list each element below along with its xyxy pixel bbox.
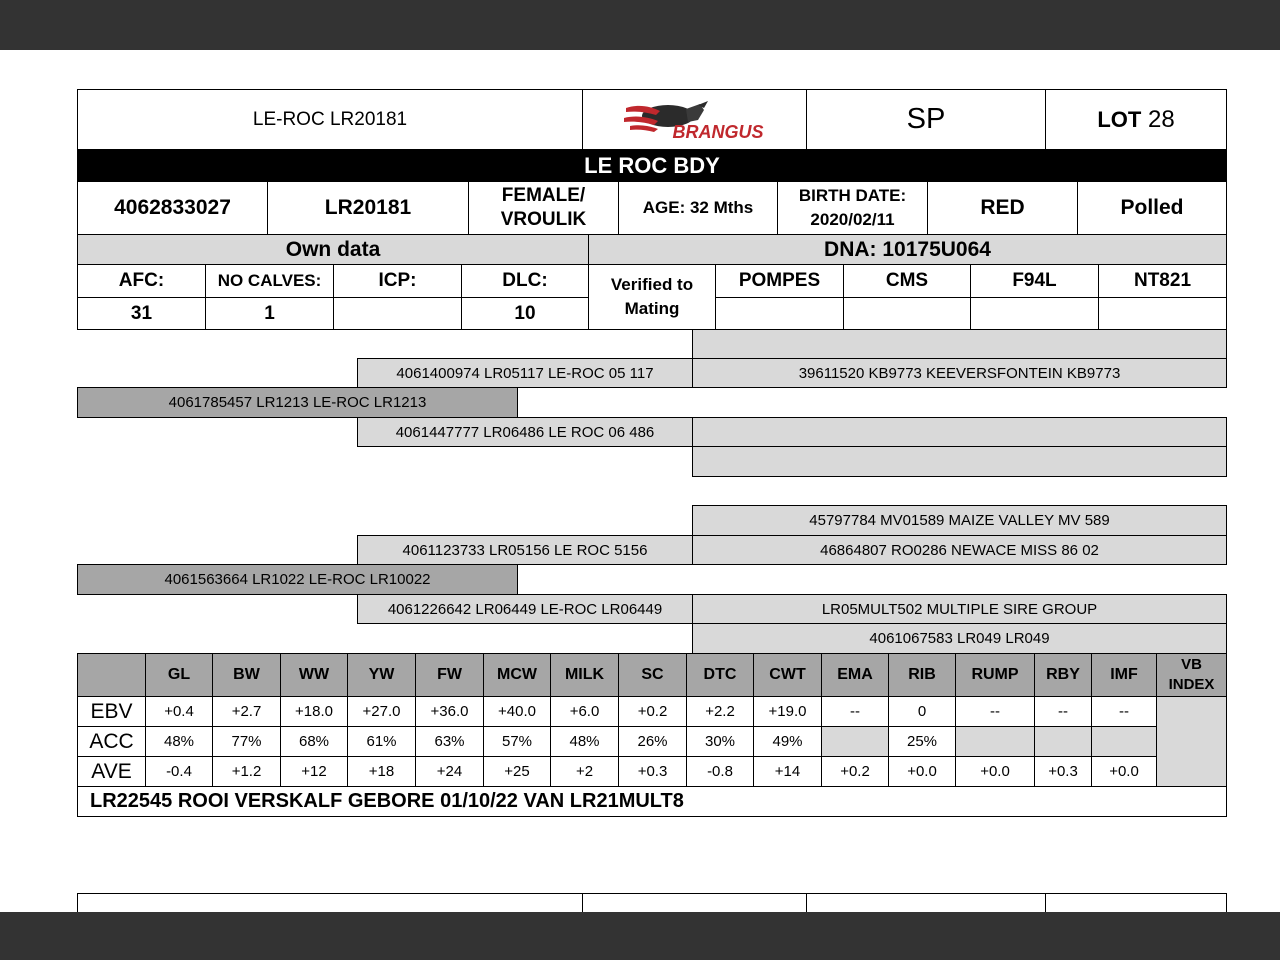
ebv-cell-acc-mcw [483, 726, 551, 757]
vb-index-index-label_2: INDEX [1168, 676, 1215, 693]
ebv-cell-ebv-mcw-text: +40.0 [498, 703, 536, 720]
pedigree-sire-sire-sire [692, 329, 1227, 359]
verified-to-mating-cell [588, 264, 716, 330]
ebv-row-label-ave [77, 756, 146, 787]
ebv-cell-acc-sc-text: 26% [637, 733, 668, 750]
no-calves-label-text: NO CALVES: [217, 271, 322, 290]
ebv-header-fw-text: FW [437, 666, 462, 683]
pedigree-dam-sire-dam [692, 535, 1227, 565]
ebv-cell-acc-rump [955, 726, 1035, 757]
afc-label [77, 264, 206, 298]
ebv-cell-acc-dtc [686, 726, 754, 757]
ebv-cell-ebv-gl-text: +0.4 [164, 703, 194, 720]
lot-cell [1045, 89, 1227, 150]
pedigree-sire [77, 387, 518, 418]
title-bar [77, 149, 1227, 182]
ebv-cell-acc-sc [618, 726, 687, 757]
afc-value: 31 [130, 302, 153, 324]
ebv-cell-acc-ww [280, 726, 348, 757]
pompes-label-text: POMPES [738, 270, 821, 291]
horn-status: Polled [1120, 196, 1184, 219]
ebv-header-milk [550, 653, 619, 697]
ssd-text: 39611520 KB9773 KEEVERSFONTEIN KB9773 [798, 364, 1121, 382]
animal-name: LE-ROC LR20181 [252, 108, 408, 130]
ebv-cell-ebv-imf [1091, 696, 1157, 727]
ebv-cell-ave-imf [1091, 756, 1157, 787]
next-page-logo-cell [582, 893, 807, 912]
vb-index-value [1156, 696, 1227, 787]
dlc-value: 10 [514, 302, 536, 324]
ebv-cell-acc-rib-text: 25% [906, 733, 938, 750]
ebv-cell-ebv-imf-text: -- [1119, 703, 1129, 720]
icp-value-cell [333, 297, 462, 330]
ebv-header-bw-text: BW [233, 666, 260, 683]
dlc-value-cell [461, 297, 589, 330]
f94l-value-cell [970, 297, 1099, 330]
ebv-cell-acc-cwt [753, 726, 822, 757]
vb-index-index-label_1: VB [1181, 656, 1202, 673]
pedigree-sire-sire [357, 358, 693, 388]
ebv-cell-ebv-ema [821, 696, 889, 727]
ebv-cell-ave-sc-text: +0.3 [637, 763, 668, 780]
ebv-cell-acc-yw [347, 726, 416, 757]
ebv-cell-ebv-fw [415, 696, 484, 727]
ebv-cell-ave-rump [955, 756, 1035, 787]
cms-label-text: CMS [885, 270, 929, 291]
brangus-logo [620, 98, 770, 142]
ebv-cell-ebv-sc-text: +0.2 [637, 703, 668, 720]
f94l-label-text: F94L [1012, 270, 1057, 291]
dam-text: 4061563664 LR1022 LE-ROC LR10022 [164, 571, 431, 588]
vb-index-header [1156, 653, 1227, 697]
ebv-cell-ave-milk [550, 756, 619, 787]
lot-number: 28 [1147, 105, 1175, 133]
viewer-bottom-bar [0, 912, 1280, 960]
ebv-cell-ebv-cwt [753, 696, 822, 727]
ebv-cell-ave-cwt-text: +14 [774, 763, 801, 780]
lot-label: LOT [1097, 106, 1142, 132]
ebv-cell-ave-bw [212, 756, 281, 787]
ddd-text: 4061067583 LR049 LR049 [869, 630, 1050, 647]
next-page-name-cell [77, 893, 583, 912]
no-calves-value: 1 [264, 302, 275, 324]
sex-line2: VROULIK [500, 209, 587, 230]
ebv-cell-ebv-rby [1034, 696, 1092, 727]
ebv-cell-acc-dtc-text: 30% [704, 733, 736, 750]
dss-text: 45797784 MV01589 MAIZE VALLEY MV 589 [809, 512, 1110, 529]
ebv-header-yw [347, 653, 416, 697]
ebv-header-rump [955, 653, 1035, 697]
ebv-cell-ave-dtc [686, 756, 754, 787]
ebv-cell-ave-rby [1034, 756, 1092, 787]
ebv-header-rib-text: RIB [908, 666, 936, 683]
ebv-header-ema [821, 653, 889, 697]
dna-number: DNA: 10175U064 [824, 237, 991, 261]
dlc-label-text: DLC: [502, 270, 548, 291]
ebv-cell-ave-rump-text: +0.0 [980, 763, 1010, 780]
ebv-header-gl-text: GL [167, 666, 191, 683]
ebv-cell-ebv-rby-text: -- [1058, 703, 1068, 720]
ebv-header-fw [415, 653, 484, 697]
ebv-cell-ebv-bw-text: +2.7 [231, 703, 262, 720]
ebv-cell-ebv-cwt-text: +19.0 [768, 703, 807, 720]
pedigree-dam-sire [357, 535, 693, 565]
ebv-corner-cell [77, 653, 146, 697]
ebv-header-bw [212, 653, 281, 697]
ebv-cell-acc-ww-text: 68% [298, 733, 330, 750]
ebv-cell-ave-imf-text: +0.0 [1109, 763, 1139, 780]
ebv-header-mcw [483, 653, 551, 697]
ebv-cell-ebv-rump-text: -- [990, 703, 1000, 720]
svg-text:BRANGUS: BRANGUS [671, 121, 764, 142]
colour-cell [927, 181, 1078, 235]
ebv-cell-ebv-rib-text: 0 [917, 703, 927, 720]
ebv-row-label-ebv [77, 696, 146, 727]
birth-date: 2020/02/11 [810, 210, 895, 229]
ebv-cell-acc-gl-text: 48% [163, 733, 195, 750]
ebv-cell-acc-bw-text: 77% [231, 733, 262, 750]
ebv-header-rby [1034, 653, 1092, 697]
ebv-cell-ebv-bw [212, 696, 281, 727]
birth-date-label: BIRTH DATE: [798, 186, 907, 205]
ebv-cell-ave-mcw-text: +25 [504, 763, 530, 780]
ebv-cell-ave-ww-text: +12 [301, 763, 327, 780]
afc-label-text: AFC: [118, 270, 165, 291]
nt821-label [1098, 264, 1227, 298]
ebv-cell-ave-cwt [753, 756, 822, 787]
birth-date-cell [777, 181, 928, 235]
ebv-cell-ebv-yw-text: +27.0 [362, 703, 401, 720]
age: AGE: 32 Mths [642, 198, 754, 217]
ebv-cell-acc-rby [1034, 726, 1092, 757]
animal-name-cell [77, 89, 583, 150]
f94l-label [970, 264, 1099, 298]
ebv-cell-acc-cwt-text: 49% [772, 733, 803, 750]
ebv-cell-ave-rib-text: +0.0 [907, 763, 937, 780]
ebv-header-gl [145, 653, 213, 697]
ebv-header-cwt-text: CWT [769, 666, 806, 683]
ebv-cell-ebv-fw-text: +36.0 [430, 703, 469, 720]
afc-value-cell [77, 297, 206, 330]
ebv-cell-ebv-milk-text: +6.0 [569, 703, 600, 720]
dds-text: LR05MULT502 MULTIPLE SIRE GROUP [821, 600, 1098, 618]
pedigree-sire-dam-sire [692, 417, 1227, 447]
own-data-heading [77, 234, 589, 265]
pompes-label [715, 264, 844, 298]
pedigree-sire-dam [357, 417, 693, 447]
sire-dam-text: 4061447777 LR06486 LE ROC 06 486 [395, 423, 655, 441]
ebv-header-yw-text: YW [368, 666, 395, 683]
ebv-cell-ave-gl [145, 756, 213, 787]
page-title: LE ROC BDY [584, 152, 720, 178]
ebv-header-dtc [686, 653, 754, 697]
pompes-value-cell [715, 297, 844, 330]
ebv-header-imf-text: IMF [1110, 666, 1138, 683]
ebv-cell-acc-fw-text: 63% [434, 733, 465, 750]
ebv-cell-ave-ema [821, 756, 889, 787]
horn-status-cell [1077, 181, 1227, 235]
ebv-cell-ebv-rump [955, 696, 1035, 727]
ebv-header-rby-text: RBY [1046, 666, 1080, 683]
ebv-cell-ebv-yw [347, 696, 416, 727]
dsd-text: 46864807 RO0286 NEWACE MISS 86 02 [820, 541, 1099, 559]
ebv-header-sc-text: SC [641, 666, 664, 683]
ebv-cell-acc-bw [212, 726, 281, 757]
ebv-cell-ave-mcw [483, 756, 551, 787]
no-calves-label [205, 264, 334, 298]
ebv-header-rump-text: RUMP [971, 666, 1019, 683]
icp-label-text: ICP: [378, 270, 417, 291]
dam-dam-text: 4061226642 LR06449 LE-ROC LR06449 [387, 600, 663, 618]
ebv-row-label-acc [77, 726, 146, 757]
pedigree-dam [77, 564, 518, 595]
comment-text: LR22545 ROOI VERSKALF GEBORE 01/10/22 VAN LR21MULT8 [90, 790, 684, 812]
ebv-cell-acc-gl [145, 726, 213, 757]
ebv-cell-ebv-gl [145, 696, 213, 727]
ebv-cell-ebv-mcw [483, 696, 551, 727]
ebv-cell-ave-dtc-text: -0.8 [707, 763, 733, 780]
id-number: 4062833027 [114, 196, 231, 219]
ebv-row-label-ave-text: AVE [91, 759, 132, 783]
ebv-header-cwt [753, 653, 822, 697]
ebv-cell-ebv-ema-text: -- [850, 703, 860, 720]
ebv-header-ww-text: WW [298, 666, 330, 683]
id-number-cell [77, 181, 268, 235]
ebv-cell-ave-milk-text: +2 [575, 763, 594, 780]
ebv-cell-acc-milk [550, 726, 619, 757]
ebv-cell-ave-yw-text: +18 [368, 763, 395, 780]
pedigree-dam-dam [357, 594, 693, 624]
comment-row [77, 786, 1227, 817]
pedigree-dam-dam-dam [692, 623, 1227, 654]
nt821-label-text: NT821 [1133, 270, 1192, 291]
ebv-cell-ave-fw [415, 756, 484, 787]
catalogue-page [0, 50, 1280, 912]
ebv-header-rib [888, 653, 956, 697]
pedigree-sire-dam-dam [692, 446, 1227, 477]
colour: RED [980, 196, 1025, 219]
ebv-header-milk-text: MILK [564, 666, 605, 683]
reg-number-cell [267, 181, 469, 235]
sex-cell [468, 181, 619, 235]
ebv-cell-ave-rby-text: +0.3 [1048, 763, 1078, 780]
ebv-cell-ebv-sc [618, 696, 687, 727]
icp-label [333, 264, 462, 298]
ebv-cell-ave-sc [618, 756, 687, 787]
ebv-cell-ave-bw-text: +1.2 [231, 763, 262, 780]
viewer-top-bar [0, 0, 1280, 50]
no-calves-value-cell [205, 297, 334, 330]
ebv-cell-acc-fw [415, 726, 484, 757]
status-cell [806, 89, 1046, 150]
pedigree-dam-dam-sire [692, 594, 1227, 624]
dlc-label [461, 264, 589, 298]
ebv-cell-acc-yw-text: 61% [366, 733, 397, 750]
ebv-cell-ave-yw [347, 756, 416, 787]
breed-logo-cell [582, 89, 807, 150]
ebv-header-imf [1091, 653, 1157, 697]
ebv-cell-ave-ww [280, 756, 348, 787]
nt821-value-cell [1098, 297, 1227, 330]
ebv-cell-acc-ema [821, 726, 889, 757]
ebv-cell-ave-fw-text: +24 [436, 763, 463, 780]
ebv-header-ww [280, 653, 348, 697]
ebv-cell-ebv-milk [550, 696, 619, 727]
ebv-cell-ave-ema-text: +0.2 [840, 763, 870, 780]
sire-text: 4061785457 LR1213 LE-ROC LR1213 [168, 394, 427, 411]
verified-line1: Verified to [610, 275, 694, 294]
sire-sire-text: 4061400974 LR05117 LE-ROC 05 117 [396, 364, 654, 382]
ebv-header-mcw-text: MCW [497, 666, 537, 683]
ebv-cell-acc-mcw-text: 57% [501, 733, 533, 750]
cms-label [843, 264, 971, 298]
ebv-cell-ebv-ww-text: +18.0 [295, 703, 333, 720]
verified-line2: Mating [624, 299, 680, 318]
ebv-row-label-acc-text: ACC [89, 729, 134, 753]
pedigree-sire-sire-dam [692, 358, 1227, 388]
ebv-cell-ebv-rib [888, 696, 956, 727]
ebv-header-dtc-text: DTC [703, 666, 737, 683]
ebv-cell-ebv-ww [280, 696, 348, 727]
next-page-status-cell [806, 893, 1046, 912]
ebv-cell-ave-gl-text: -0.4 [166, 763, 192, 780]
ebv-header-ema-text: EMA [837, 666, 873, 683]
ebv-cell-acc-milk-text: 48% [569, 733, 600, 750]
ebv-cell-ebv-dtc-text: +2.2 [705, 703, 735, 720]
pedigree-dam-sire-sire [692, 505, 1227, 536]
ebv-cell-acc-rib [888, 726, 956, 757]
dam-sire-text: 4061123733 LR05156 LE ROC 5156 [402, 541, 648, 559]
cms-value-cell [843, 297, 971, 330]
status-code: SP [906, 103, 946, 135]
sex-line1: FEMALE/ [501, 185, 586, 206]
ebv-cell-acc-imf [1091, 726, 1157, 757]
ebv-row-label-ebv-text: EBV [90, 699, 133, 723]
ebv-cell-ebv-dtc [686, 696, 754, 727]
next-page-lot-cell [1045, 893, 1227, 912]
reg-number: LR20181 [324, 196, 412, 219]
age-cell [618, 181, 778, 235]
own-data-label: Own data [285, 237, 381, 261]
ebv-header-sc [618, 653, 687, 697]
ebv-cell-ave-rib [888, 756, 956, 787]
dna-heading [588, 234, 1227, 265]
